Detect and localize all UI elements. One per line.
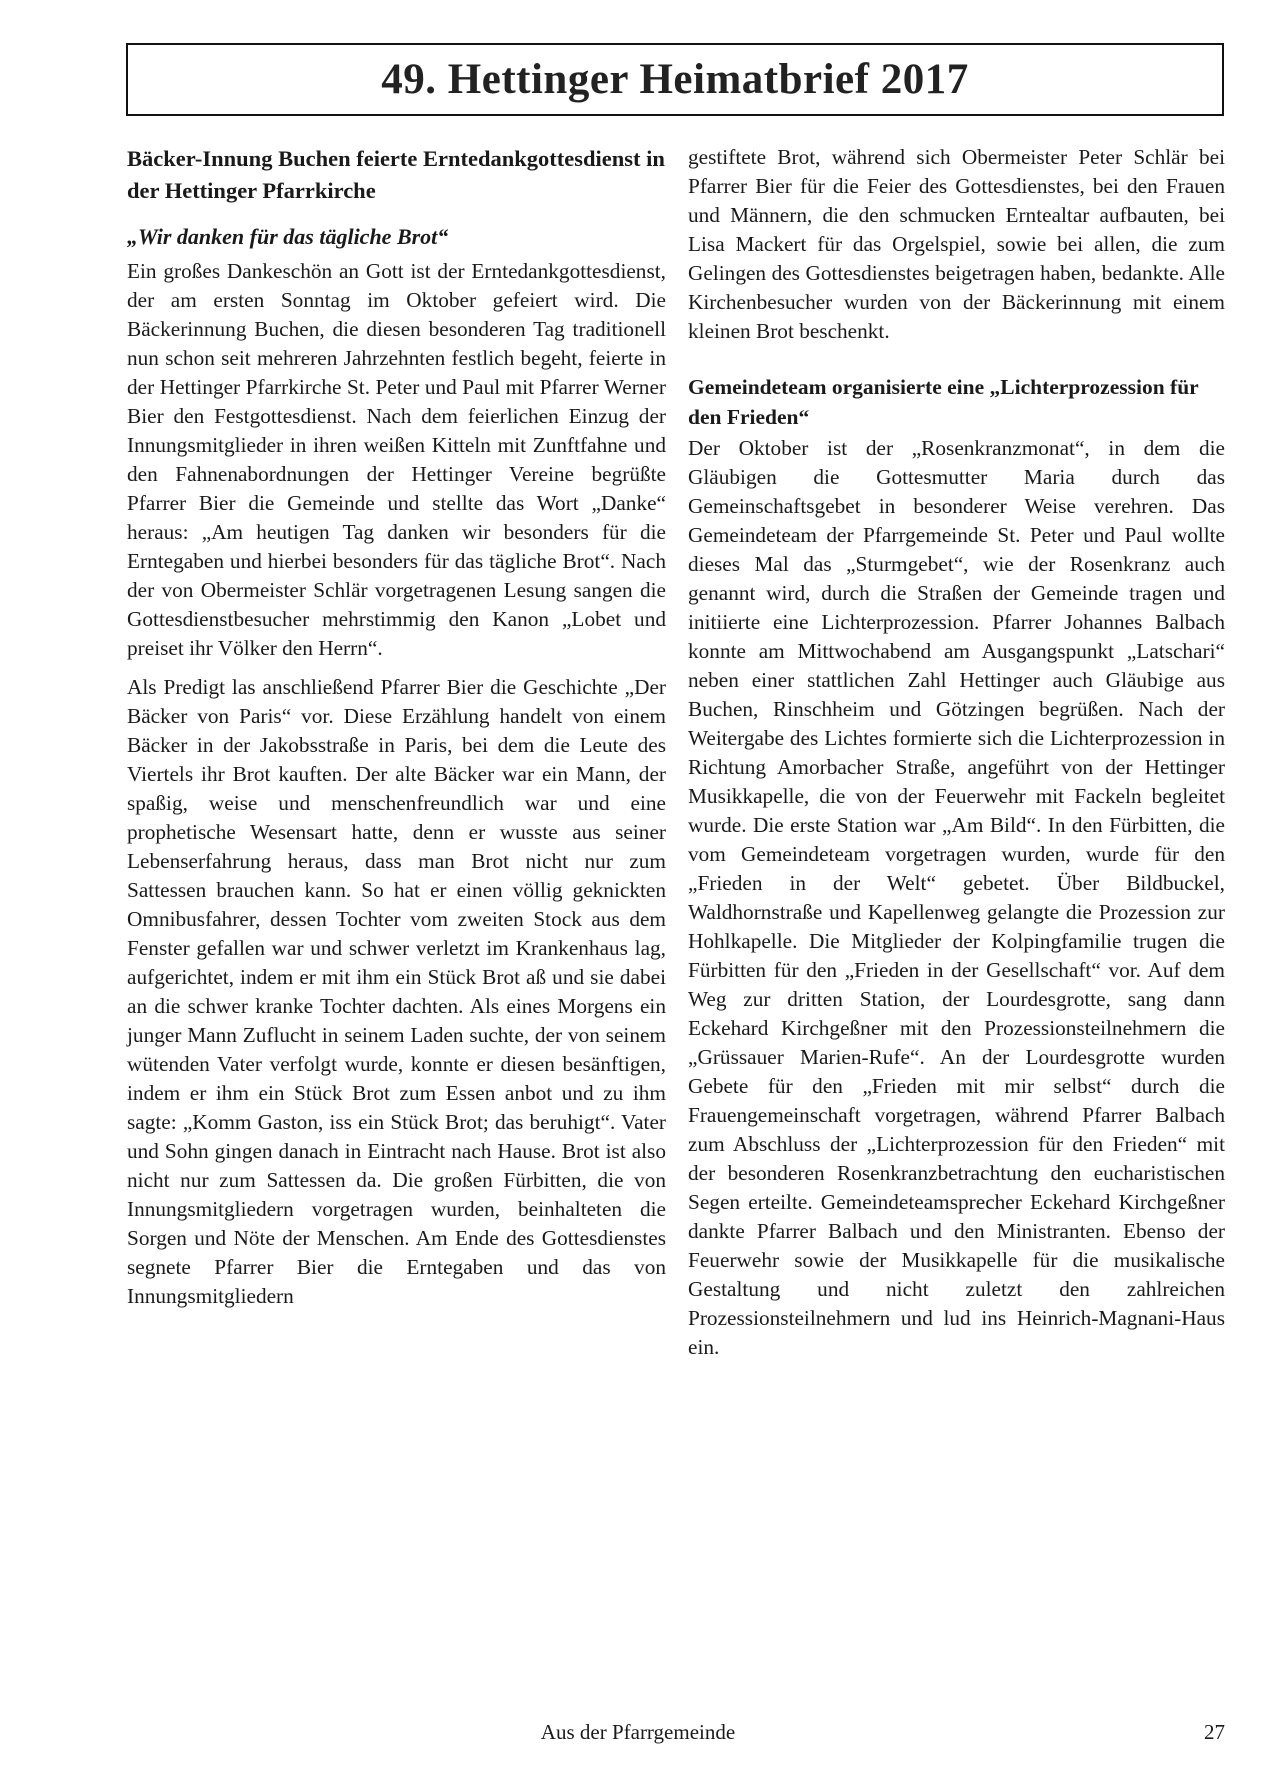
article-subhead: „Wir danken für das tägliche Brot“ bbox=[127, 224, 449, 249]
page-title: 49. Hettinger Heimatbrief 2017 bbox=[381, 56, 969, 103]
article-paragraph-2: Als Predigt las anschließend Pfarrer Bier die Geschichte „Der Bäcker von Paris“ vor. Diese Erzählung handelt von einem Bäcker in der Jakobsstraße in Paris, bei dem die Leute des Viertels ihr Brot kauften. Der alte Bäcker war ein Mann, der spaßig, weise und menschenfreundlich war und eine prophetische Wesensart hatte, denn er wusste aus seiner Lebenserfahrung heraus, dass man Brot nicht nur zum Sattessen brauchen kann. So hat er einen völlig geknickten Omnibusfahrer, dessen Tochter vom zweiten Stock aus dem Fenster gefallen war und schwer verletzt im Krankenhaus lag, aufgerichtet, indem er mit ihm ein Stück Brot aß und sie dabei an die schwer kranke Tochter dachten. Als eines Morgens ein junger Mann Zuflucht in seinem Laden suchte, der von seinem wütenden Vater verfolgt wurde, konnte er diesen besänftigen, indem er ihm ein Stück Brot zum Essen anbot und zu ihm sagte: „Komm Gaston, iss ein Stück Brot; das beruhigt“. Vater und Sohn gingen danach in Eintracht nach Hause. Brot ist also nicht nur zum Sattessen da. Die großen Fürbitten, die von Innungsmitgliedern vorgetragen wurden, beinhalteten die Sorgen und Nöte der Menschen. Am Ende des Gottesdienstes segnete Pfarrer Bier die Erntegaben und das von Innungsmitgliedern bbox=[127, 675, 666, 1308]
section-paragraph: Der Oktober ist der „Rosenkranzmonat“, in dem die Gläubigen die Gottesmutter Maria durch das Gemeinschaftsgebet in besonderer Weise verehren. Das Gemeindeteam der Pfarrgemeinde St. Peter und Paul wollte dieses Mal das „Sturmgebet“, wie der Rosenkranz auch genannt wird, durch die Straßen der Gemeinde tragen und initiierte eine Lichterprozession. Pfarrer Johannes Balbach konnte am Mittwochabend am Ausgangspunkt „Latschari“ neben einer stattlichen Zahl Hettinger auch Gläubige aus Buchen, Rinschheim und Götzingen begrüßen. Nach der Weitergabe des Lichtes formierte sich die Lichterprozession in Richtung Amorbacher Straße, angeführt von der Hettinger Musikkapelle, die von der Feuerwehr mit Fackeln begleitet wurde. Die erste Station war „Am Bild“. In den Fürbitten, die vom Gemeindeteam vorgetragen wurden, wurde für den „Frieden in der Welt“ gebetet. Über Bildbuckel, Waldhornstraße und Kapellenweg gelangte die Prozession zur Hohlkapelle. Die Mitglieder der Kolpingfamilie trugen die Fürbitten für den „Frieden in der Gesellschaft“ vor. Auf dem Weg zur dritten Station, der Lourdesgrotte, sang dann Eckehard Kirchgeßner mit den Prozessionsteilnehmern die „Grüssauer Marien-Rufe“. An der Lourdesgrotte wurden Gebete für den „Frieden mit mir selbst“ durch die Frauengemeinschaft vorgetragen, während Pfarrer Balbach zum Abschluss der „Lichterprozession für den Frieden“ mit der besonderen Rosenkranzbetrachtung den eucharistischen Segen erteilte. Gemeindeteamsprecher Eckehard Kirchgeßner dankte Pfarrer Balbach und den Ministranten. Ebenso der Feuerwehr sowie der Musikkapelle für die musikalische Gestaltung und nicht zuletzt den zahlreichen Prozessionsteilnehmern und lud ins Heinrich-Magnani-Haus ein. bbox=[688, 436, 1225, 1359]
header-box bbox=[126, 43, 1224, 116]
article-continuation: gestiftete Brot, während sich Obermeister Peter Schlär bei Pfarrer Bier für die Feier des Gottesdienstes, bei den Frauen und Männern, die den schmucken Erntealtar aufbauten, bei Lisa Mackert für das Orgelspiel, sowie bei allen, die zum Gelingen des Gottesdienstes beigetragen haben, bedankte. Alle Kirchenbesucher wurden von der Bäckerinnung mit einem kleinen Brot beschenkt. bbox=[688, 145, 1225, 343]
article-headline: Bäcker-Innung Buchen feierte Erntedankgottesdienst in der Hettinger Pfarrkirche bbox=[127, 146, 665, 203]
section-headline: Gemeindeteam organisierte eine „Lichterprozession für den Frieden“ bbox=[688, 375, 1199, 429]
left-column bbox=[127, 143, 666, 1321]
footer-section-title: Aus der Pfarrgemeinde bbox=[540, 1720, 736, 1744]
article-paragraph-1: Ein großes Dankeschön an Gott ist der Erntedankgottesdienst, der am ersten Sonntag im Oktober gefeiert wird. Die Bäckerinnung Buchen, die diesen besonderen Tag traditionell nun schon seit mehreren Jahrzehnten festlich begeht, feierte in der Hettinger Pfarrkirche St. Peter und Paul mit Pfarrer Werner Bier den Festgottesdienst. Nach dem feierlichen Einzug der Innungsmitglieder in ihren weißen Kitteln mit Zunftfahne und den Fahnenabordnungen der Hettinger Vereine begrüßte Pfarrer Bier die Gemeinde und stellte das Wort „Danke“ heraus: „Am heutigen Tag danken wir besonders für die Erntegaben und hierbei besonders für das tägliche Brot“. Nach der von Obermeister Schlär vorgetragenen Lesung sangen die Gottesdienstbesucher mehrstimmig den Kanon „Lobet und preiset ihr Völker den Herrn“. bbox=[127, 259, 666, 660]
right-column bbox=[688, 143, 1225, 1372]
page-number: 27 bbox=[1204, 1720, 1225, 1744]
